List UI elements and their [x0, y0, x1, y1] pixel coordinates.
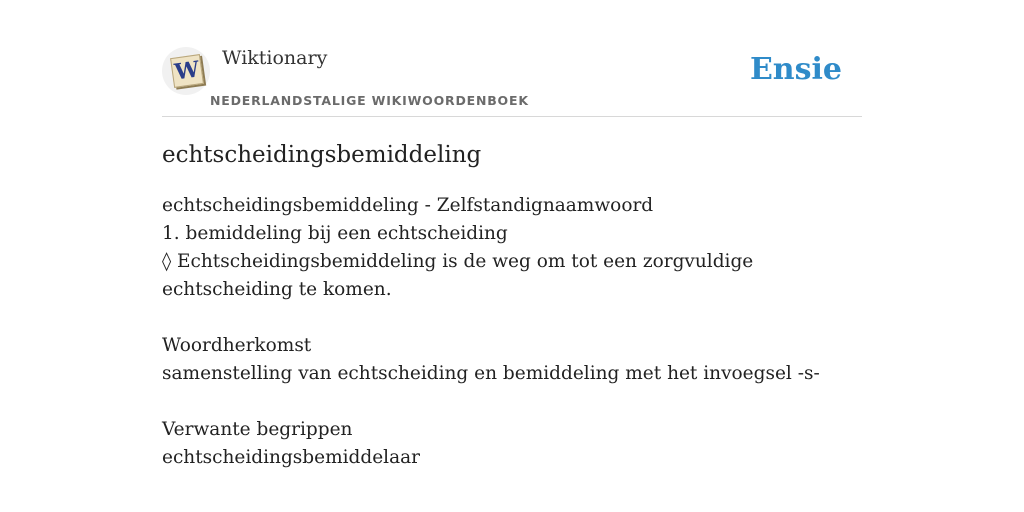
entry-content — [162, 192, 862, 472]
site-title[interactable]: Wiktionary — [222, 47, 328, 69]
site-header — [162, 40, 862, 117]
wiktionary-logo[interactable] — [162, 47, 210, 95]
definition-heading: echtscheidingsbemiddeling - Zelfstandignaamwoord — [162, 195, 654, 216]
etymology-heading: Woordherkomst — [162, 335, 312, 356]
example-sentence: ◊ Echtscheidingsbemiddeling is de weg om tot een zorgvuldige echtscheiding te komen. — [162, 251, 754, 300]
related-heading: Verwante begrippen — [162, 419, 353, 440]
spacer — [162, 304, 862, 332]
page-title: echtscheidingsbemiddeling — [162, 142, 482, 168]
ensie-brand-logo[interactable]: Ensie — [749, 52, 842, 87]
wiktionary-logo-icon: W — [170, 54, 204, 88]
definition: 1. bemiddeling bij een echtscheiding — [162, 223, 508, 244]
spacer — [162, 388, 862, 416]
related-term: echtscheidingsbemiddelaar — [162, 447, 421, 468]
etymology: samenstelling van echtscheiding en bemiddeling met het invoegsel -s- — [162, 363, 820, 384]
site-subtitle: NEDERLANDSTALIGE WIKIWOORDENBOEK — [210, 93, 529, 108]
